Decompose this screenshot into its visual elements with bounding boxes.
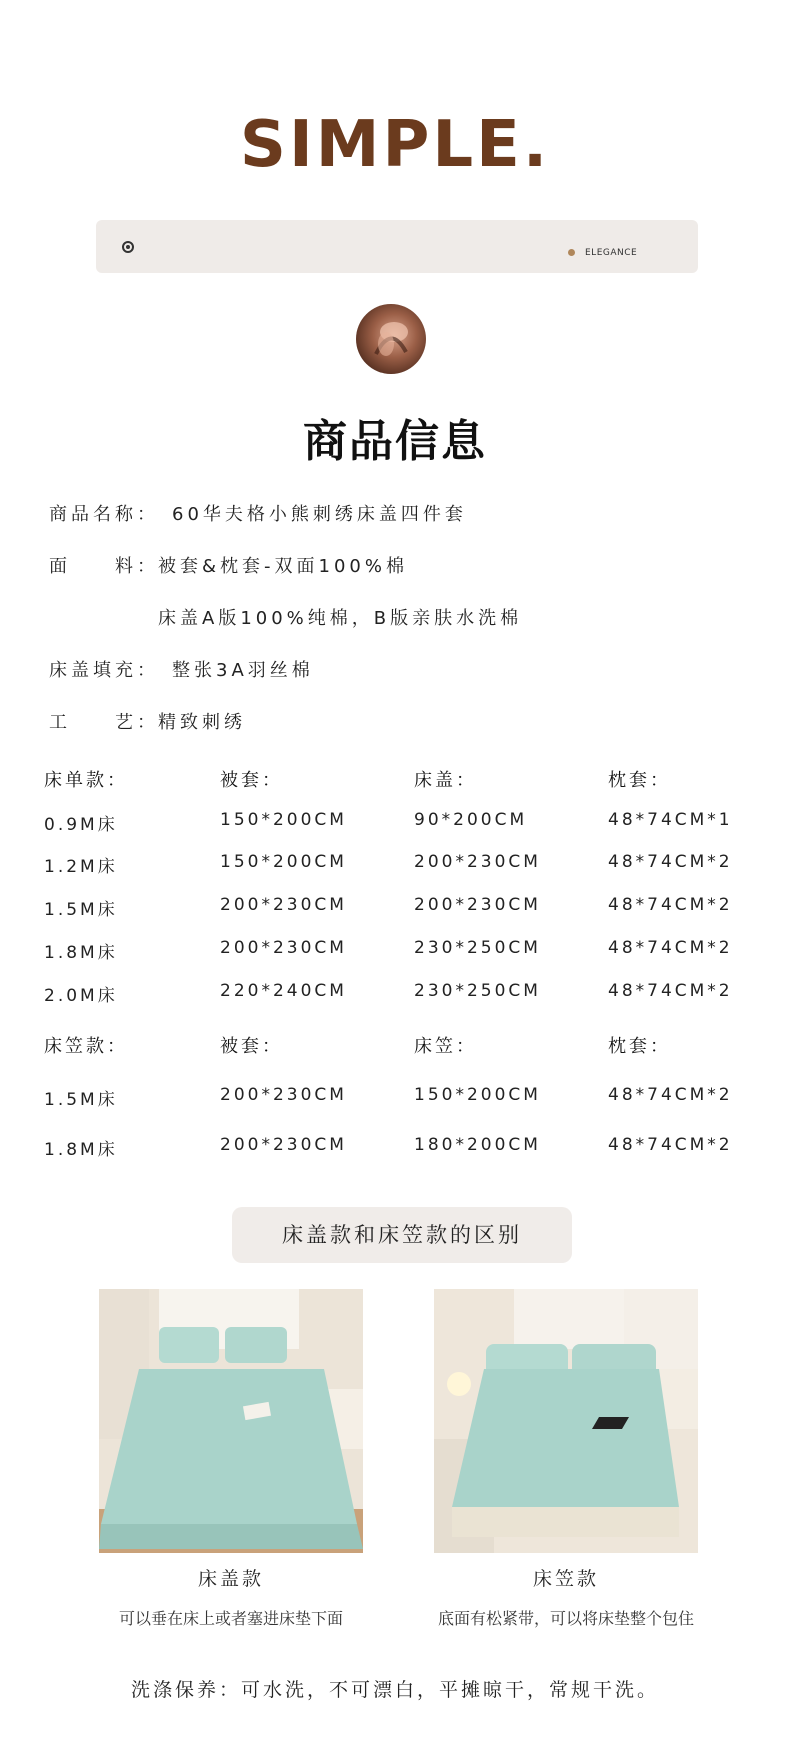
table-cell: 48*74CM*1	[608, 810, 733, 830]
table-cell: 48*74CM*2	[608, 981, 733, 1001]
product-description: 底面有松紧带，可以将床垫整个包住	[437, 1609, 694, 1628]
product-caption: 床盖款	[197, 1568, 264, 1590]
name-label: 商品名称：	[49, 504, 159, 525]
hero-title: SIMPLE.	[239, 108, 551, 182]
table-cell: 2.0M床	[44, 986, 118, 1006]
filling-label: 床盖填充：	[49, 660, 159, 681]
table-cell: 150*200CM	[220, 810, 347, 830]
table-cell: 200*230CM	[414, 895, 541, 915]
table-cell: 0.9M床	[44, 815, 118, 835]
craft-label: 工 艺：	[49, 712, 159, 733]
filling-value: 整张3A羽丝棉	[172, 660, 314, 681]
table-cell: 48*74CM*2	[608, 895, 733, 915]
banner-bar	[96, 220, 698, 273]
table-cell: 220*240CM	[220, 981, 347, 1001]
table-header: 枕套：	[608, 1036, 671, 1057]
table-cell: 48*74CM*2	[608, 938, 733, 958]
table-cell: 48*74CM*2	[608, 1085, 733, 1105]
table-cell: 180*200CM	[414, 1135, 541, 1155]
banner-tag: ELEGANCE	[585, 248, 638, 258]
table-header: 枕套：	[608, 770, 671, 791]
table-cell: 48*74CM*2	[608, 1135, 733, 1155]
care-instructions: 洗涤保养：可水洗，不可漂白，平摊晾干，常规干洗。	[130, 1679, 659, 1701]
table-header: 被套：	[220, 1036, 283, 1057]
table-header: 床盖：	[414, 770, 477, 791]
table-cell: 200*230CM	[220, 1085, 347, 1105]
table-cell: 200*230CM	[220, 1135, 347, 1155]
table-cell: 230*250CM	[414, 938, 541, 958]
table-cell: 90*200CM	[414, 810, 528, 830]
table-cell: 200*230CM	[414, 852, 541, 872]
dot-icon	[568, 249, 575, 256]
table-header: 床笠：	[414, 1036, 477, 1057]
fabric-value-2: 床盖A版100%纯棉，B版亲肤水洗棉	[158, 608, 523, 629]
table-cell: 150*200CM	[220, 852, 347, 872]
table-cell: 200*230CM	[220, 895, 347, 915]
table-cell: 1.5M床	[44, 900, 118, 920]
table-header: 床单款：	[44, 770, 128, 791]
fabric-value: 被套&枕套-双面100%棉	[158, 556, 408, 577]
table-header: 床笠款：	[44, 1036, 128, 1057]
target-icon	[122, 241, 134, 253]
table-cell: 1.8M床	[44, 943, 118, 963]
fitted-sheet-photo	[434, 1289, 698, 1553]
product-description: 可以垂在床上或者塞进床垫下面	[118, 1609, 343, 1628]
table-cell: 230*250CM	[414, 981, 541, 1001]
table-cell: 1.5M床	[44, 1090, 118, 1110]
table-header: 被套：	[220, 770, 283, 791]
fabric-label: 面 料：	[49, 556, 159, 577]
difference-title: 床盖款和床笠款的区别	[232, 1207, 572, 1263]
bedspread-photo	[99, 1289, 363, 1553]
craft-value: 精致刺绣	[158, 712, 246, 733]
table-cell: 1.8M床	[44, 1140, 118, 1160]
table-cell: 200*230CM	[220, 938, 347, 958]
section-title: 商品信息	[303, 416, 487, 467]
avatar	[356, 304, 426, 374]
table-cell: 48*74CM*2	[608, 852, 733, 872]
table-cell: 1.2M床	[44, 857, 118, 877]
name-value: 60华夫格小熊刺绣床盖四件套	[172, 504, 467, 525]
product-caption: 床笠款	[532, 1568, 599, 1590]
table-cell: 150*200CM	[414, 1085, 541, 1105]
